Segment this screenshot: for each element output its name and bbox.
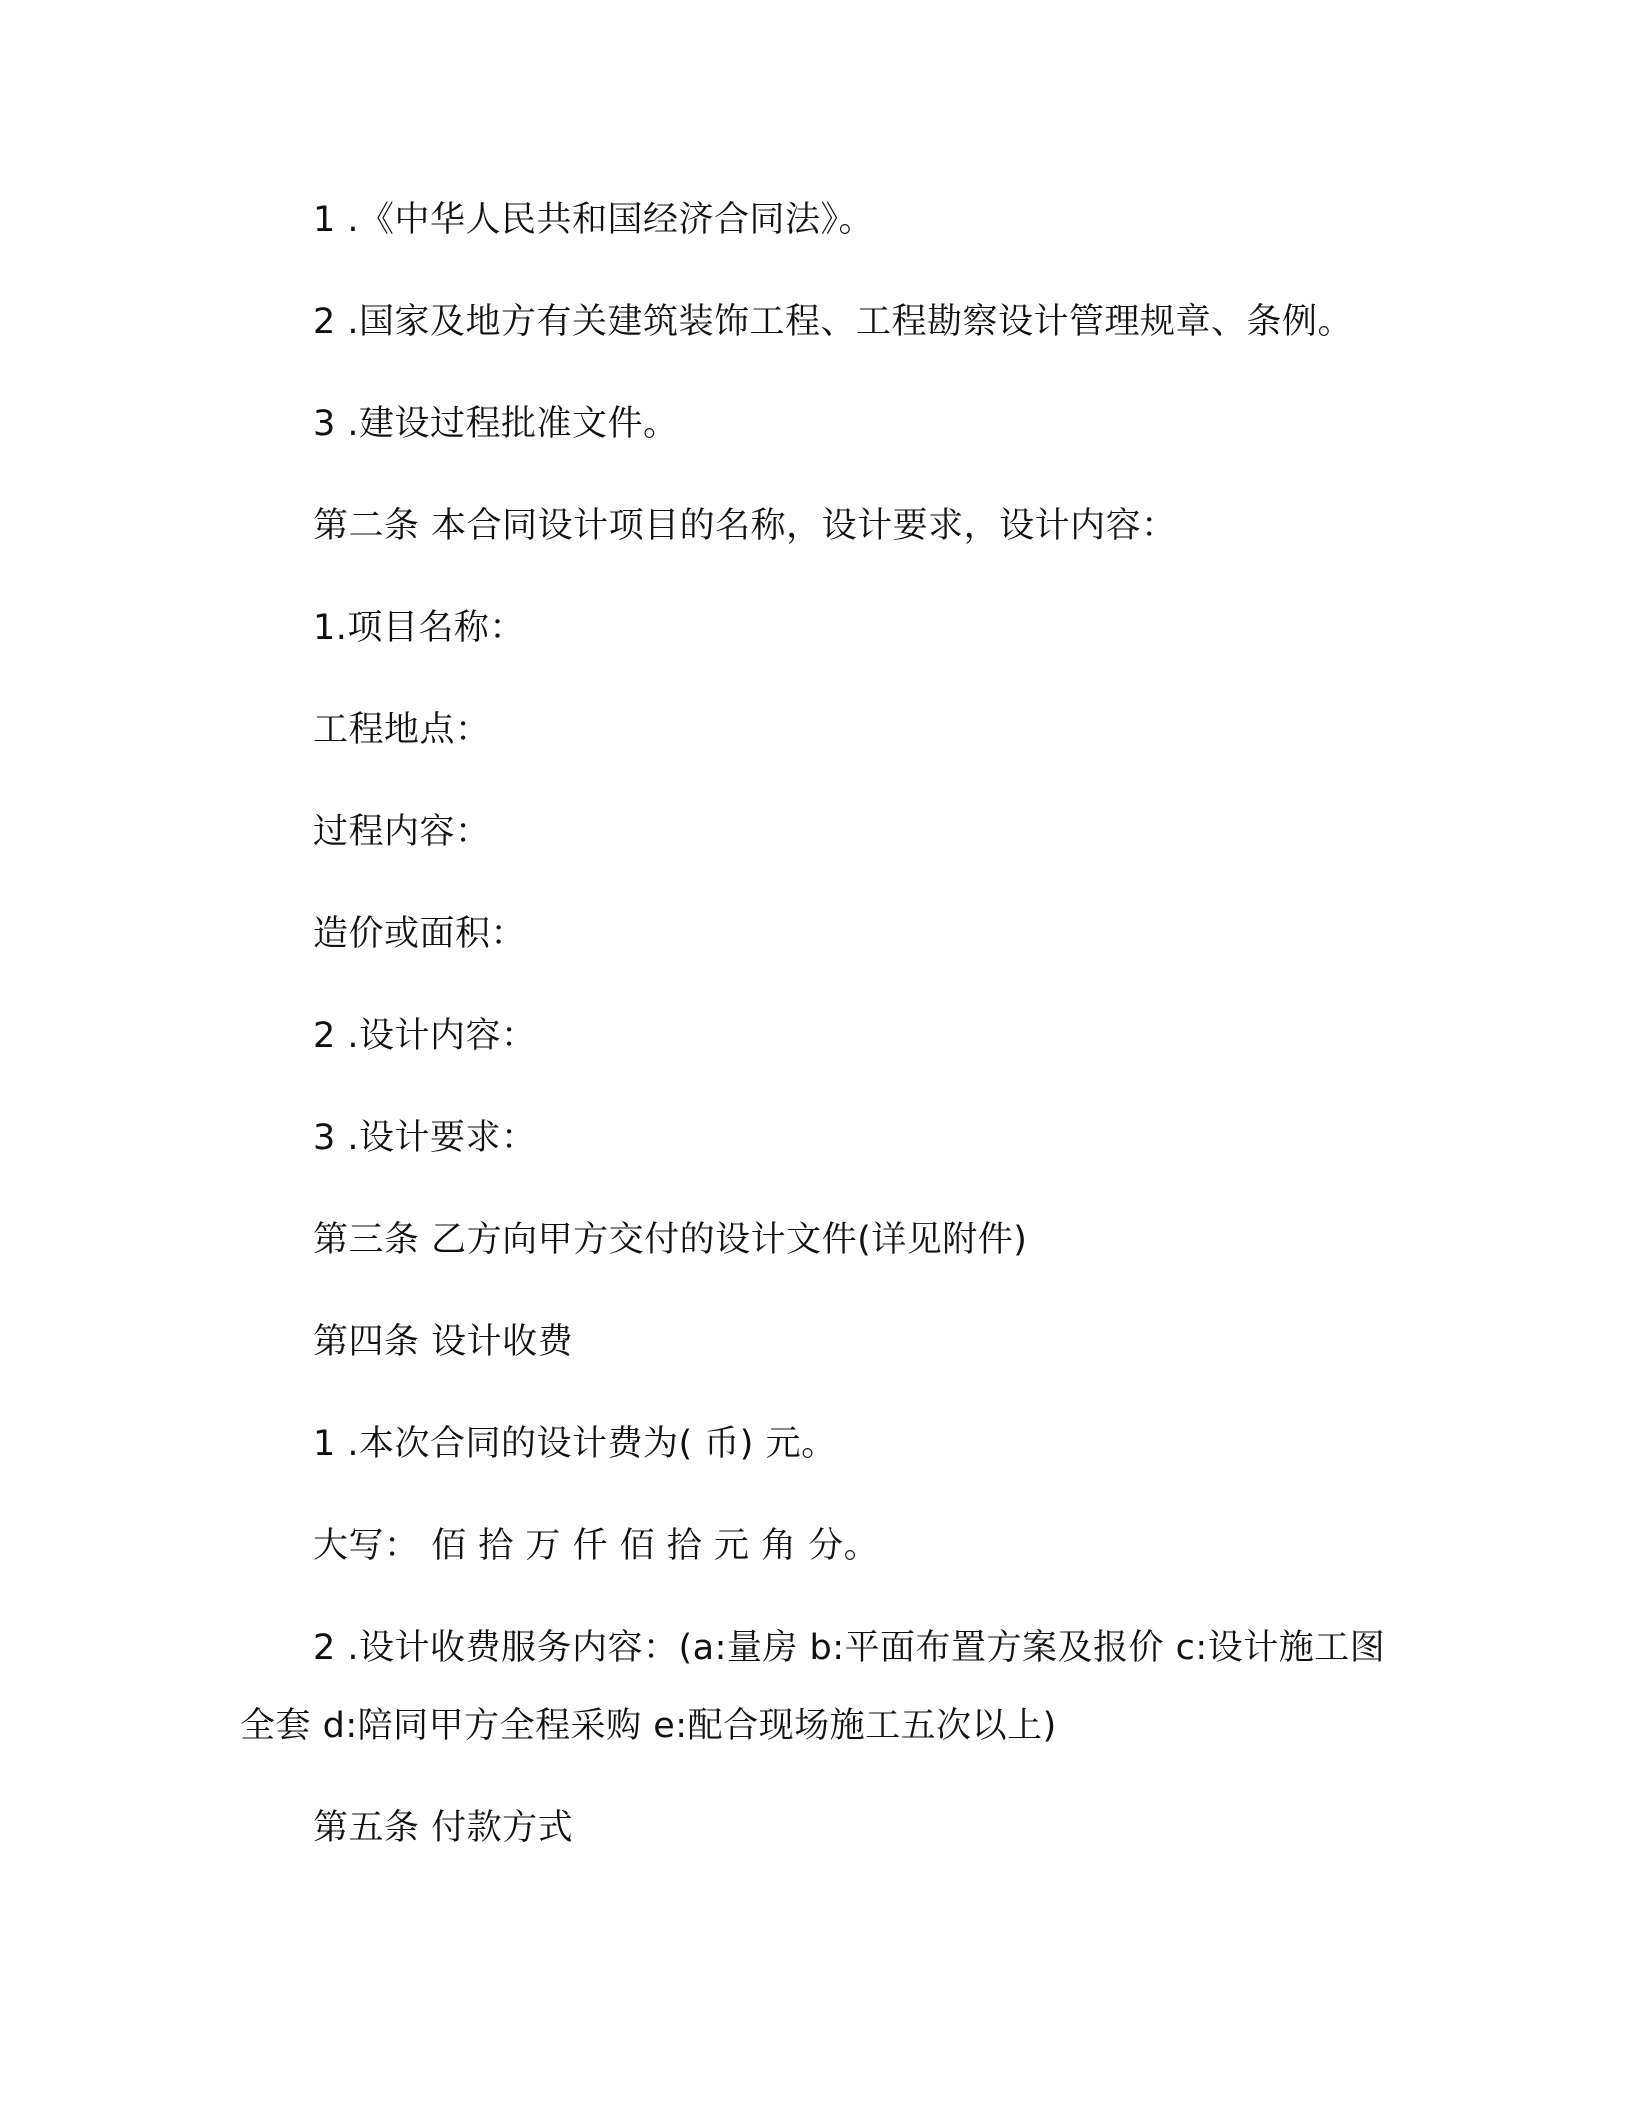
fee-services-paragraph: 2 .设计收费服务内容：(a:量房 b:平面布置方案及报价 c:设计施工图全套 d:陪同甲方全程采购 e:配合现场施工五次以上) (240, 1628, 1386, 1746)
design-fee-line: 1 .本次合同的设计费为( 币) 元。 (313, 1424, 837, 1464)
amount-in-words-line: 大写： 佰 拾 万 仟 佰 拾 元 角 分。 (313, 1526, 880, 1566)
article-five-heading: 第五条 付款方式 (313, 1808, 574, 1848)
design-content-label: 2 .设计内容： (313, 1016, 537, 1056)
basis-item-1: 1 .《中华人民共和国经济合同法》。 (313, 200, 875, 240)
process-content-label: 过程内容： (313, 812, 491, 852)
basis-item-3: 3 .建设过程批准文件。 (313, 404, 679, 444)
design-requirements-label: 3 .设计要求： (313, 1118, 537, 1158)
article-three-heading: 第三条 乙方向甲方交付的设计文件(详见附件) (313, 1220, 1028, 1260)
project-name-label: 1.项目名称： (313, 608, 525, 648)
article-two-heading: 第二条 本合同设计项目的名称，设计要求，设计内容： (313, 506, 1177, 546)
cost-area-label: 造价或面积： (313, 914, 527, 954)
project-location-label: 工程地点： (313, 710, 491, 750)
basis-item-2: 2 .国家及地方有关建筑装饰工程、工程勘察设计管理规章、条例。 (313, 302, 1354, 342)
article-four-heading: 第四条 设计收费 (313, 1322, 574, 1362)
